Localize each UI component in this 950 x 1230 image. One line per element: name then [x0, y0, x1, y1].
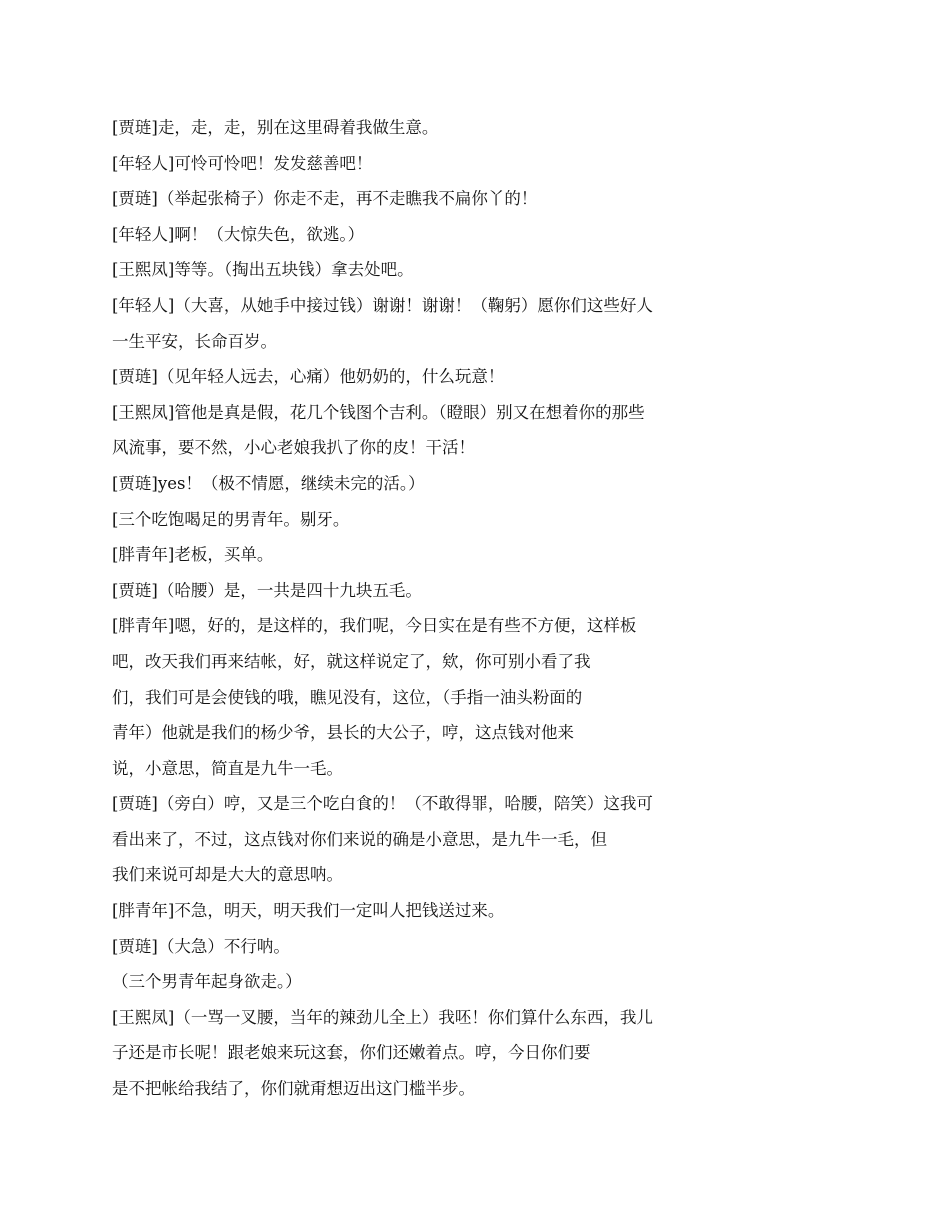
text-line: （三个男青年起身欲走。）: [112, 972, 302, 992]
text-line: [贾琏]yes！（极不情愿，继续未完的活。）: [112, 473, 425, 493]
text-line: [年轻人]（大喜，从她手中接过钱）谢谢！谢谢！（鞠躬）愿你们这些好人: [112, 295, 653, 315]
text-line: 吧，改天我们再来结帐，好，就这样说定了，欸，你可别小看了我: [112, 651, 591, 671]
text-line: [王熙凤]等等。（掏出五块钱）拿去处吧。: [112, 260, 414, 280]
text-line: [年轻人]啊！（大惊失色，欲逃。）: [112, 224, 365, 244]
text-line: [贾琏]（大急）不行呐。: [112, 936, 290, 956]
text-line: 说，小意思，简直是九牛一毛。: [112, 758, 343, 778]
text-line: [贾琏]（哈腰）是，一共是四十九块五毛。: [112, 580, 422, 600]
text-line: [贾琏]（举起张椅子）你走不走，再不走瞧我不扁你丫的！: [112, 189, 538, 209]
text-line: 看出来了，不过，这点钱对你们来说的确是小意思，是九牛一毛，但: [112, 829, 607, 849]
text-line: 们，我们可是会使钱的哦，瞧见没有，这位，（手指一油头粉面的: [112, 687, 583, 707]
text-line: 一生平安，长命百岁。: [112, 331, 277, 351]
text-line: [胖青年]嗯，好的，是这样的，我们呢，今日实在是有些不方便，这样板: [112, 616, 637, 636]
document-page: [112, 110, 752, 1107]
text-line: 我们来说可却是大大的意思呐。: [112, 865, 343, 885]
text-line: [贾琏]走，走，走，别在这里碍着我做生意。: [112, 118, 439, 137]
text-line: 是不把帐给我结了，你们就甭想迈出这门槛半步。: [112, 1079, 475, 1099]
text-line: 青年）他就是我们的杨少爷，县长的大公子，哼，这点钱对他来: [112, 723, 574, 743]
text-line: [年轻人]可怜可怜吧！发发慈善吧！: [112, 153, 373, 173]
text-line: 风流事，要不然，小心老娘我扒了你的皮！干活！: [112, 438, 475, 458]
text-line: [贾琏]（见年轻人远去，心痛）他奶奶的，什么玩意！: [112, 367, 505, 387]
text-line: [三个吃饱喝足的男青年。剔牙。: [112, 509, 350, 529]
text-line: [贾琏]（旁白）哼，又是三个吃白食的！（不敢得罪，哈腰，陪笑）这我可: [112, 794, 653, 814]
text-line: [王熙凤]（一骂一叉腰，当年的辣劲儿全上）我呸！你们算什么东西，我儿: [112, 1007, 653, 1027]
text-line: 子还是市长呢！跟老娘来玩这套，你们还嫩着点。哼，今日你们要: [112, 1043, 591, 1063]
text-line: [胖青年]老板，买单。: [112, 545, 274, 565]
text-line: [胖青年]不急，明天，明天我们一定叫人把钱送过来。: [112, 901, 505, 921]
text-line: [王熙凤]管他是真是假，花几个钱图个吉利。（瞪眼）别又在想着你的那些: [112, 402, 645, 422]
